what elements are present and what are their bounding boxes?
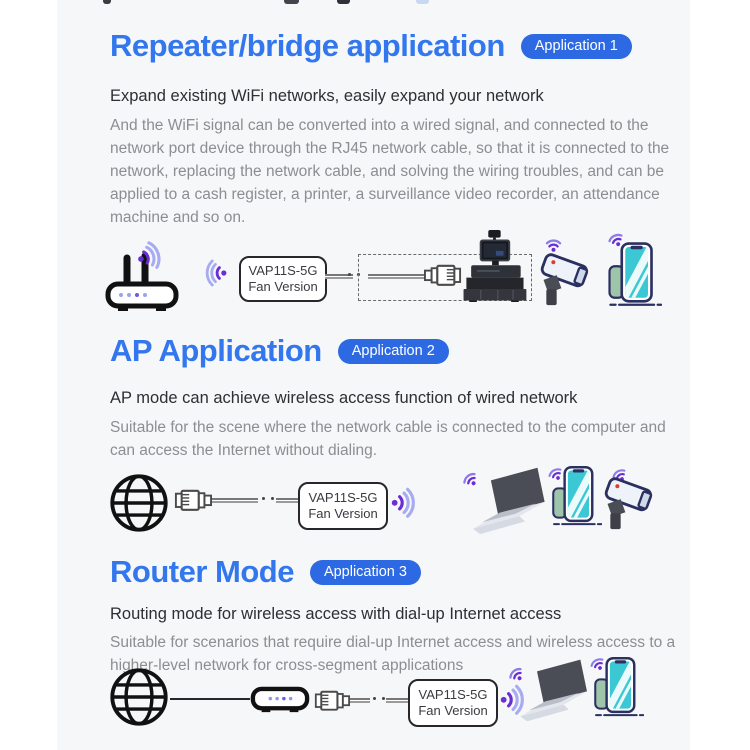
device-label-box	[408, 679, 498, 727]
rj45-connector-icon	[174, 488, 212, 513]
laptop-icon	[512, 658, 592, 721]
section3-badge: Application 3	[310, 560, 421, 585]
cable	[212, 498, 258, 503]
section3-body: Suitable for scenarios that require dial-up Internet access and wireless access to a higher-level network for cross-segment applications	[110, 634, 676, 674]
cash-register-icon	[454, 230, 534, 302]
wifi-signal-icon	[203, 258, 228, 288]
modem-icon	[250, 686, 310, 715]
smartphone-icon	[550, 464, 602, 527]
top-edge-artifact	[337, 0, 350, 4]
section2-header	[110, 333, 449, 369]
top-edge-artifact	[103, 0, 111, 4]
device-model: VAP11S-5G	[248, 263, 318, 278]
cable	[350, 698, 370, 703]
device-label-box	[298, 482, 388, 530]
smartphone-icon	[592, 655, 644, 718]
laptop-icon	[464, 466, 550, 534]
device-label-box	[239, 256, 327, 302]
section1-title: Repeater/bridge application	[110, 28, 505, 63]
section1-header	[110, 28, 632, 64]
device-model: VAP11S-5G	[308, 490, 378, 505]
section1-subtitle: Expand existing WiFi networks, easily expand your network	[110, 87, 544, 105]
section2-title: AP Application	[110, 333, 322, 368]
rj45-connector-icon	[314, 689, 350, 712]
internet-globe-icon	[108, 472, 170, 534]
section2-badge: Application 2	[338, 339, 449, 364]
cable	[276, 498, 298, 503]
section3-title: Router Mode	[110, 554, 294, 589]
device-version: Fan Version	[308, 506, 378, 521]
top-edge-artifact	[284, 0, 299, 4]
device-version: Fan Version	[248, 279, 318, 294]
section1-badge: Application 1	[521, 34, 632, 59]
cable	[368, 274, 428, 279]
cctv-camera-icon	[600, 470, 662, 534]
section2-body: Suitable for the scene where the network cable is connected to the computer and can access the Internet without dialing.	[110, 419, 666, 459]
top-edge-artifact	[416, 0, 429, 4]
cctv-camera-icon	[536, 246, 598, 310]
section3-subtitle: Routing mode for wireless access with dial-up Internet access	[110, 605, 562, 623]
smartphone-icon	[606, 240, 662, 308]
cable	[386, 698, 408, 703]
cable-dots	[262, 497, 274, 500]
section2-subtitle: AP mode can achieve wireless access function of wired network	[110, 389, 578, 407]
wired-link-line	[170, 698, 250, 700]
internet-globe-icon	[108, 666, 170, 728]
device-version: Fan Version	[418, 703, 488, 718]
wifi-signal-icon	[390, 486, 418, 520]
section1-body: And the WiFi signal can be converted into a wired signal, and connected to the network port device through the RJ45 network cable, so that it is connected to the network, replacing the network cable, and solving the wiring troubles, and can be applied to a cash register, a printer, a surveillance video recorder, an attendance machine and so on.	[110, 117, 670, 226]
section3-header	[110, 554, 421, 590]
device-model: VAP11S-5G	[418, 687, 488, 702]
cable-dots	[373, 697, 385, 700]
